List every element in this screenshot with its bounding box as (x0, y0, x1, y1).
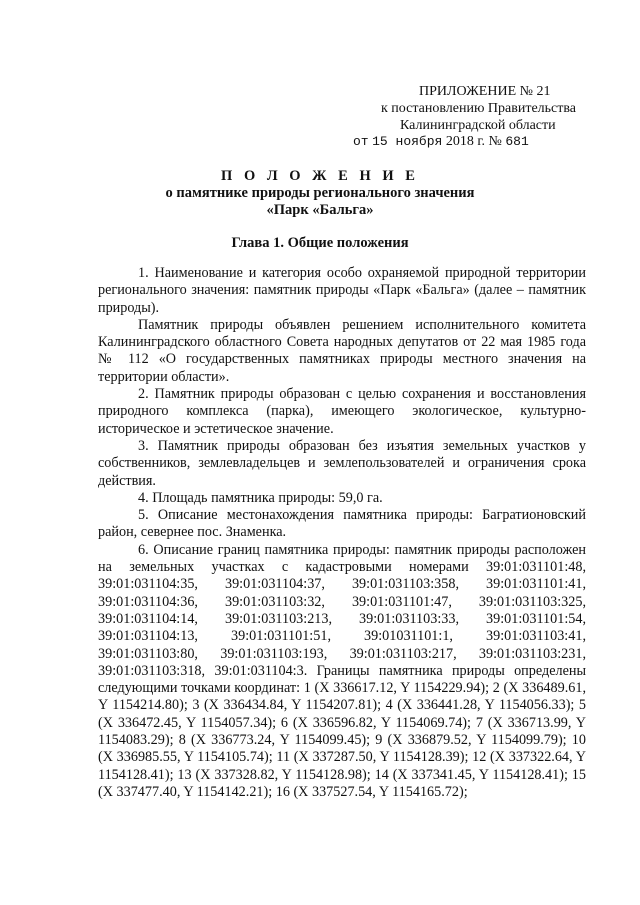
paragraph-2: Памятник природы объявлен решением исполнительного комитета Калининградского областного Совета народных депутатов от 22 мая 1985 года № 112 «О государственных памятниках природы местного значения на территории области». (98, 316, 586, 385)
paragraph-4: 3. Памятник природы образован без изъятия земельных участков у собственников, землевладельцев и землепользователей и ограничения срока действия. (98, 437, 586, 489)
date-prefix: от (353, 134, 369, 149)
document-body (98, 265, 586, 801)
paragraph-7: 6. Описание границ памятника природы: памятник природы расположен на земельных участках с кадастровыми номерами 39:01:031101:48, 39:01:031104:35, 39:01:031104:37, 39:01:031103:358, 39:01:031101:41, 39:01:031104:36, 39:01:031103:32, 39:01:031101:47, 39:01:031103:325, 39:01:031104:14, 39:01:031103:213, 39:01:031103:33, 39:01:031101:54, 39:01:031104:13, 39:01:031101:51, 39:01031101:1, 39:01:031103:41, 39:01:031103:80, 39:01:031103:193, 39:01:031103:217, 39:01:031103:231, 39:01:031103:318, 39:01:031104:3. Границы памятника природы определены следующими точками координат: 1 (X 336617.12, Y 1154229.94); 2 (X 336489.61, Y 1154214.80); 3 (X 336434.84, Y 1154207.81); 4 (X 336441.28, Y 1154056.33); 5 (X 336472.45, Y 1154057.34); 6 (X 336596.82, Y 1154069.74); 7 (X 336713.99, Y 1154083.29); 8 (X 336773.24, Y 1154099.45); 9 (X 336879.52, Y 1154099.79); 10 (X 336985.55, Y 1154105.74); 11 (X 337287.50, Y 1154128.39); 12 (X 337322.64, Y 1154128.41); 13 (X 337328.82, Y 1154128.98); 14 (X 337341.45, Y 1154128.41); 15 (X 337477.40, Y 1154142.21); 16 (X 337527.54, Y 1154165.72); (98, 541, 586, 800)
paragraph-1: 1. Наименование и категория особо охраняемой природной территории регионального значения: памятник природы «Парк «Бальга» (далее – памятник природы). (98, 265, 586, 316)
appendix-number: ПРИЛОЖЕНИЕ № 21 (419, 84, 551, 99)
date-year: 2018 г. (445, 134, 485, 149)
park-name: «Парк «Бальга» (266, 202, 374, 218)
resolution-reference: к постановлению Правительства (381, 101, 577, 116)
paragraph-6: 5. Описание местонахождения памятника природы: Багратионовский район, севернее пос. Знаменка. (98, 507, 586, 541)
resolution-number: 681 (505, 134, 529, 149)
document-subtitle: о памятнике природы регионального значения (165, 185, 475, 201)
paragraph-3: 2. Памятник природы образован с целью сохранения и восстановления природного комплекса (парка), имеющего экологическое, культурно-историческое и эстетическое значение. (98, 386, 586, 437)
number-sign: № (488, 134, 502, 149)
date-day-month: 15 ноября (372, 134, 443, 149)
document-title: П О Л О Ж Е Н И Е (221, 168, 419, 184)
paragraph-5: 4. Площадь памятника природы: 59,0 га. (138, 489, 383, 506)
chapter-heading: Глава 1. Общие положения (231, 235, 409, 251)
region-name: Калининградской области (400, 118, 556, 133)
resolution-date-line (353, 134, 529, 150)
